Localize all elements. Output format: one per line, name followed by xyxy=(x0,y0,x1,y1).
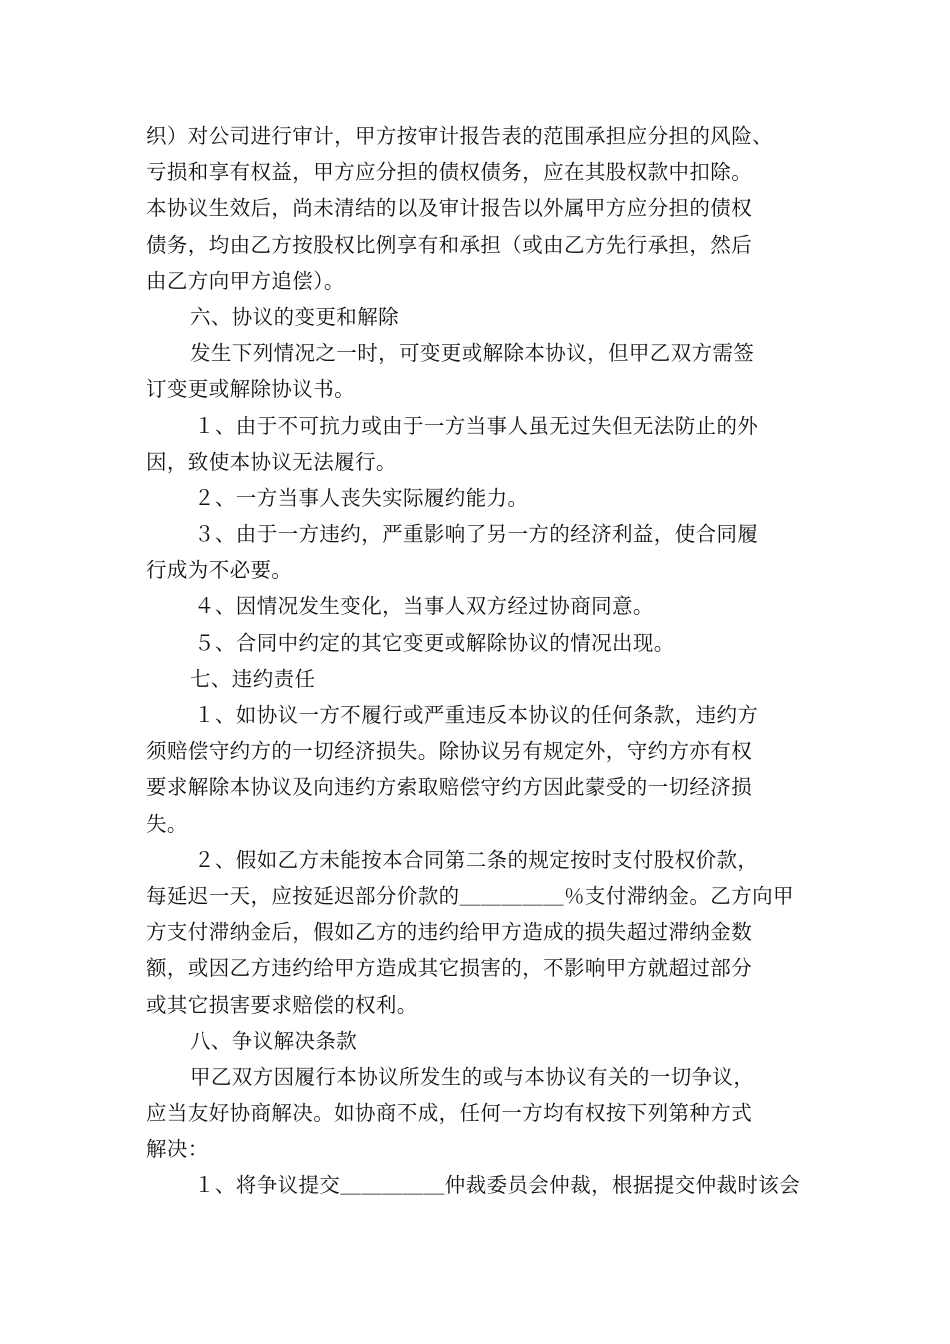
list-item: ５、合同中约定的其它变更或解除协议的情况出现。 xyxy=(194,630,675,655)
body-line: 织）对公司进行审计，甲方按审计报告表的范围承担应分担的风险、 xyxy=(146,124,773,148)
body-line: 行成为不必要。 xyxy=(146,558,293,583)
list-item: ３、由于一方违约，严重影响了另一方的经济利益，使合同履 xyxy=(194,522,759,547)
document-body xyxy=(146,118,810,1204)
list-item: １、如协议一方不履行或严重违反本协议的任何条款，违约方 xyxy=(194,703,759,727)
paragraph-first-line: 甲乙双方因履行本协议所发生的或与本协议有关的一切争议， xyxy=(190,1064,755,1089)
body-line: 债务，均由乙方按股权比例享有和承担（或由乙方先行承担，然后 xyxy=(146,232,753,257)
body-line: 亏损和享有权益，甲方应分担的债权债务，应在其股权款中扣除。 xyxy=(146,160,753,185)
body-line: 订变更或解除协议书。 xyxy=(146,377,355,402)
list-item: ２、假如乙方未能按本合同第二条的规定按时支付股权价款， xyxy=(194,847,759,872)
body-line: 方支付滞纳金后，假如乙方的违约给甲方造成的损失超过滞纳金数 xyxy=(146,920,753,945)
list-item: ４、因情况发生变化，当事人双方经过协商同意。 xyxy=(194,594,654,619)
body-line: 每延迟一天，应按延迟部分价款的＿＿＿＿＿％支付滞纳金。乙方向甲 xyxy=(146,883,794,908)
body-line: 由乙方向甲方追偿）。 xyxy=(146,268,345,293)
body-line: 或其它损害要求赔偿的权利。 xyxy=(146,992,418,1017)
body-line: 解决： xyxy=(146,1137,209,1162)
section-heading: 六、协议的变更和解除 xyxy=(190,304,399,329)
section-heading: 八、争议解决条款 xyxy=(190,1028,358,1053)
body-line: 因，致使本协议无法履行。 xyxy=(146,449,397,474)
list-item: １、将争议提交＿＿＿＿＿仲裁委员会仲裁，根据提交仲裁时该会 xyxy=(194,1173,801,1198)
list-item: ２、一方当事人丧失实际履约能力。 xyxy=(194,485,529,510)
body-line: 要求解除本协议及向违约方索取赔偿守约方因此蒙受的一切经济损 xyxy=(146,775,753,800)
body-line: 应当友好协商解决。如协商不成，任何一方均有权按下列第种方式 xyxy=(146,1101,753,1126)
paragraph-first-line: 发生下列情况之一时，可变更或解除本协议，但甲乙双方需签 xyxy=(190,341,755,366)
body-line: 须赔偿守约方的一切经济损失。除协议另有规定外，守约方亦有权 xyxy=(146,739,753,764)
body-line: 额，或因乙方违约给甲方造成其它损害的，不影响甲方就超过部分 xyxy=(146,956,753,981)
list-item: １、由于不可抗力或由于一方当事人虽无过失但无法防止的外 xyxy=(194,413,759,438)
section-heading: 七、违约责任 xyxy=(190,666,316,691)
body-line: 本协议生效后，尚未清结的以及审计报告以外属甲方应分担的债权 xyxy=(146,196,753,221)
body-line: 失。 xyxy=(146,811,188,836)
